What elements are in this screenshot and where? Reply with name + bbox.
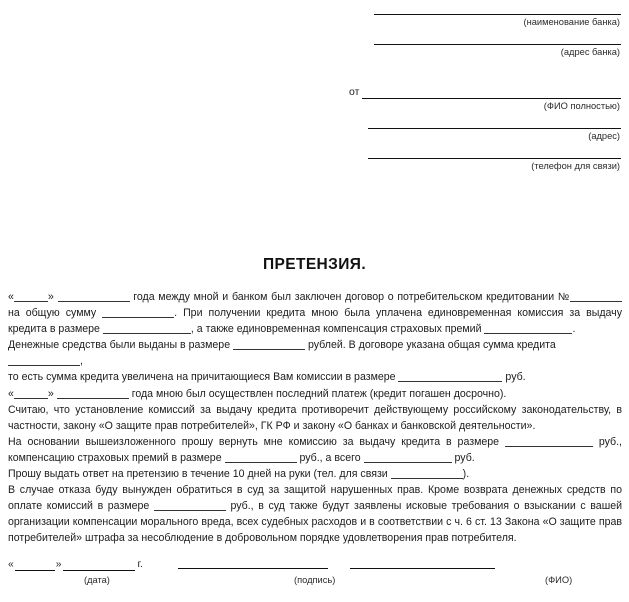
year-suffix: г. (137, 559, 143, 570)
fill-in-line[interactable] (368, 128, 621, 129)
body-paragraph: На основании вышеизложенного прошу вернуть мне комиссию за выдачу кредита в размере руб., компенсацию страховых премий в размере руб., а всего руб. (8, 435, 622, 464)
quote-open: « (8, 559, 14, 570)
inline-fill-in-blank[interactable] (58, 290, 130, 302)
body-paragraph: Прошу выдать ответ на претензию в течение 10 дней на руки (тел. для связи ). (8, 468, 470, 481)
field-bank-address (349, 44, 621, 58)
inline-fill-in-blank[interactable] (398, 370, 502, 382)
inline-fill-in-blank[interactable] (505, 435, 593, 447)
field-prefix (349, 44, 352, 45)
body-paragraph: Денежные средства были выданы в размере рублей. В договоре указана общая сумма кредита , (8, 339, 556, 368)
quote-close: » (55, 559, 62, 570)
inline-fill-in-blank[interactable] (233, 338, 305, 350)
inline-fill-in-blank[interactable] (14, 387, 48, 399)
month-year-blank[interactable] (63, 570, 135, 571)
field-sender-phone (349, 158, 621, 172)
caption-date: (дата) (84, 575, 110, 585)
field-caption: (наименование банка) (523, 17, 620, 27)
inline-fill-in-blank[interactable] (364, 451, 452, 463)
field-bank-name (349, 14, 621, 28)
inline-fill-in-blank[interactable] (103, 322, 191, 334)
field-caption: (адрес банка) (560, 47, 620, 57)
signature-line[interactable] (178, 568, 328, 569)
field-caption: (ФИО полностью) (543, 101, 620, 111)
field-sender-fullname (349, 86, 621, 112)
body-paragraph: « » года между мной и банком был заключен договор о потребительском кредитовании № на общую сумму . При получении кредита мною была уплачена единовременная комиссия за выдачу кредита в размере , а также единовременная компенсация страховых премий . (8, 291, 622, 336)
inline-fill-in-blank[interactable] (225, 451, 297, 463)
inline-fill-in-blank[interactable] (57, 387, 129, 399)
fill-in-line[interactable] (374, 44, 621, 45)
date-field[interactable] (8, 558, 158, 571)
inline-fill-in-blank[interactable] (102, 306, 174, 318)
header-address-block (349, 14, 621, 172)
inline-fill-in-blank[interactable] (570, 290, 622, 302)
fill-in-line[interactable] (368, 158, 621, 159)
inline-fill-in-blank[interactable] (484, 322, 572, 334)
inline-fill-in-blank[interactable] (8, 354, 80, 366)
inline-fill-in-blank[interactable] (154, 499, 226, 511)
field-prefix (349, 14, 352, 15)
body-paragraph: то есть сумма кредита увеличена на причитающиеся Вам комиссии в размере руб. (8, 371, 526, 384)
field-prefix-ot: от (349, 86, 360, 98)
fill-in-line[interactable] (374, 14, 621, 15)
fio-line[interactable] (350, 568, 495, 569)
body-paragraph: В случае отказа буду вынужден обратиться в суд за защитой нарушенных прав. Кроме возврата денежных средств по оплате комиссий в размере руб., в суд также будут заявлены исковые требования о взыскании с вашей организации компенсации морального вреда, всех судебных расходов и в соответствии с ч. 6 ст. 13 Закона «О защите прав потребителей» штрафа за несоблюдение в добровольном порядке удовлетворения прав потребителя. (8, 484, 623, 545)
document-body (8, 289, 622, 547)
inline-fill-in-blank[interactable] (391, 467, 463, 479)
body-paragraph: « » года мною был осуществлен последний платеж (кредит погашен досрочно). (8, 387, 507, 400)
field-caption: (адрес) (588, 131, 620, 141)
fill-in-line[interactable] (362, 98, 621, 99)
field-caption: (телефон для связи) (531, 161, 620, 171)
field-prefix (349, 158, 352, 159)
inline-fill-in-blank[interactable] (14, 290, 48, 302)
caption-fio: (ФИО) (545, 575, 573, 585)
body-paragraph: Считаю, что установление комиссий за выдачу кредита противоречит действующему российскому законодательству, в частности, закону «О защите прав потребителей», ГК РФ и закону «О банках и банковской деятельности». (8, 403, 622, 432)
day-blank[interactable] (15, 570, 55, 571)
signature-block (8, 558, 622, 588)
field-prefix (349, 128, 352, 129)
field-sender-address (349, 128, 621, 142)
caption-signature: (подпись) (294, 575, 336, 585)
document-title: ПРЕТЕНЗИЯ. (262, 256, 367, 273)
